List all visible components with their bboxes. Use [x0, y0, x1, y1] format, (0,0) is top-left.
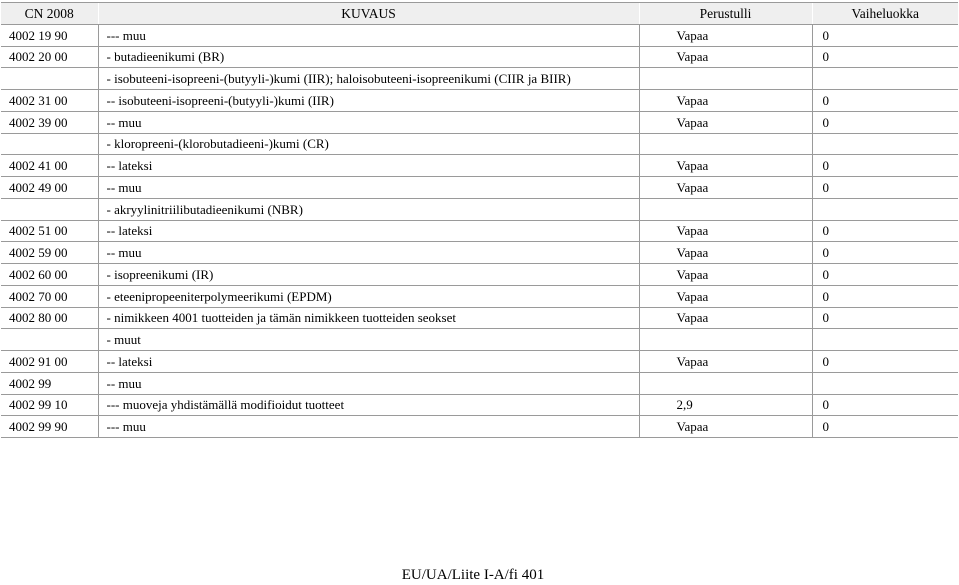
- cell-base-duty: [639, 329, 812, 351]
- cell-cn-code: 4002 51 00: [1, 220, 98, 242]
- cell-base-duty: Vapaa: [639, 285, 812, 307]
- cell-cn-code: 4002 59 00: [1, 242, 98, 264]
- cell-cn-code: 4002 20 00: [1, 46, 98, 68]
- cell-staging-category: [812, 68, 958, 90]
- header-staging-category: Vaiheluokka: [812, 3, 958, 25]
- table-row: [1, 394, 958, 416]
- table-row: [1, 177, 958, 199]
- cell-description: -- muu: [98, 111, 639, 133]
- cell-base-duty: Vapaa: [639, 220, 812, 242]
- cell-description: -- lateksi: [98, 220, 639, 242]
- cell-staging-category: 0: [812, 177, 958, 199]
- cell-description: -- muu: [98, 177, 639, 199]
- table-row: [1, 46, 958, 68]
- cell-base-duty: Vapaa: [639, 46, 812, 68]
- cell-base-duty: Vapaa: [639, 111, 812, 133]
- cell-description: - nimikkeen 4001 tuotteiden ja tämän nimikkeen tuotteiden seokset: [98, 307, 639, 329]
- cell-description: -- isobuteeni-isopreeni-(butyyli-)kumi (IIR): [98, 90, 639, 112]
- table-row: [1, 242, 958, 264]
- cell-base-duty: Vapaa: [639, 90, 812, 112]
- cell-staging-category: 0: [812, 220, 958, 242]
- cell-cn-code: 4002 99 90: [1, 416, 98, 438]
- cell-staging-category: [812, 198, 958, 220]
- header-base-duty: Perustulli: [639, 3, 812, 25]
- cell-description: --- muu: [98, 416, 639, 438]
- cell-staging-category: 0: [812, 285, 958, 307]
- cell-base-duty: [639, 372, 812, 394]
- cell-staging-category: 0: [812, 307, 958, 329]
- table-row: [1, 416, 958, 438]
- cell-staging-category: 0: [812, 264, 958, 286]
- cell-staging-category: 0: [812, 242, 958, 264]
- cell-cn-code: [1, 329, 98, 351]
- cell-staging-category: 0: [812, 155, 958, 177]
- cell-description: --- muu: [98, 24, 639, 46]
- table-row: [1, 90, 958, 112]
- table-row: [1, 329, 958, 351]
- cell-base-duty: [639, 133, 812, 155]
- tariff-table: [1, 2, 958, 438]
- cell-cn-code: 4002 99 10: [1, 394, 98, 416]
- cell-staging-category: [812, 372, 958, 394]
- cell-cn-code: 4002 19 90: [1, 24, 98, 46]
- cell-cn-code: [1, 68, 98, 90]
- table-row: [1, 285, 958, 307]
- cell-description: - eteenipropeeniterpolymeerikumi (EPDM): [98, 285, 639, 307]
- cell-description: -- muu: [98, 242, 639, 264]
- cell-base-duty: [639, 68, 812, 90]
- table-header-row: [1, 3, 958, 25]
- cell-base-duty: Vapaa: [639, 307, 812, 329]
- cell-base-duty: Vapaa: [639, 351, 812, 373]
- cell-staging-category: 0: [812, 351, 958, 373]
- cell-staging-category: 0: [812, 46, 958, 68]
- table-row: [1, 220, 958, 242]
- cell-cn-code: 4002 99: [1, 372, 98, 394]
- cell-staging-category: 0: [812, 24, 958, 46]
- table-row: [1, 133, 958, 155]
- cell-base-duty: Vapaa: [639, 24, 812, 46]
- cell-description: - akryylinitriilibutadieenikumi (NBR): [98, 198, 639, 220]
- table-row: [1, 351, 958, 373]
- table-row: [1, 307, 958, 329]
- cell-description: -- lateksi: [98, 155, 639, 177]
- cell-description: - isobuteeni-isopreeni-(butyyli-)kumi (IIR); haloisobuteeni-isopreenikumi (CIIR ja BIIR): [98, 68, 639, 90]
- header-cn-code: CN 2008: [1, 3, 98, 25]
- cell-description: -- lateksi: [98, 351, 639, 373]
- cell-staging-category: 0: [812, 416, 958, 438]
- cell-staging-category: 0: [812, 90, 958, 112]
- cell-cn-code: 4002 91 00: [1, 351, 98, 373]
- cell-cn-code: [1, 198, 98, 220]
- table-row: [1, 111, 958, 133]
- cell-cn-code: 4002 49 00: [1, 177, 98, 199]
- cell-base-duty: Vapaa: [639, 416, 812, 438]
- cell-cn-code: [1, 133, 98, 155]
- cell-cn-code: 4002 39 00: [1, 111, 98, 133]
- cell-staging-category: [812, 133, 958, 155]
- cell-base-duty: Vapaa: [639, 242, 812, 264]
- page-reference: EU/UA/Liite I-A/fi 401: [401, 567, 545, 583]
- table-row: [1, 155, 958, 177]
- cell-staging-category: 0: [812, 111, 958, 133]
- cell-description: - butadieenikumi (BR): [98, 46, 639, 68]
- cell-cn-code: 4002 70 00: [1, 285, 98, 307]
- table-row: [1, 372, 958, 394]
- cell-description: --- muoveja yhdistämällä modifioidut tuotteet: [98, 394, 639, 416]
- table-row: [1, 24, 958, 46]
- cell-cn-code: 4002 41 00: [1, 155, 98, 177]
- table-row: [1, 198, 958, 220]
- cell-base-duty: 2,9: [639, 394, 812, 416]
- cell-staging-category: 0: [812, 394, 958, 416]
- table-body: [1, 24, 958, 437]
- cell-description: - isopreenikumi (IR): [98, 264, 639, 286]
- cell-base-duty: [639, 198, 812, 220]
- cell-staging-category: [812, 329, 958, 351]
- table-row: [1, 68, 958, 90]
- cell-base-duty: Vapaa: [639, 177, 812, 199]
- cell-cn-code: 4002 60 00: [1, 264, 98, 286]
- cell-cn-code: 4002 80 00: [1, 307, 98, 329]
- cell-base-duty: Vapaa: [639, 264, 812, 286]
- cell-description: - kloropreeni-(klorobutadieeni-)kumi (CR): [98, 133, 639, 155]
- header-description: KUVAUS: [98, 3, 639, 25]
- cell-base-duty: Vapaa: [639, 155, 812, 177]
- cell-description: -- muu: [98, 372, 639, 394]
- cell-description: - muut: [98, 329, 639, 351]
- table-row: [1, 264, 958, 286]
- cell-cn-code: 4002 31 00: [1, 90, 98, 112]
